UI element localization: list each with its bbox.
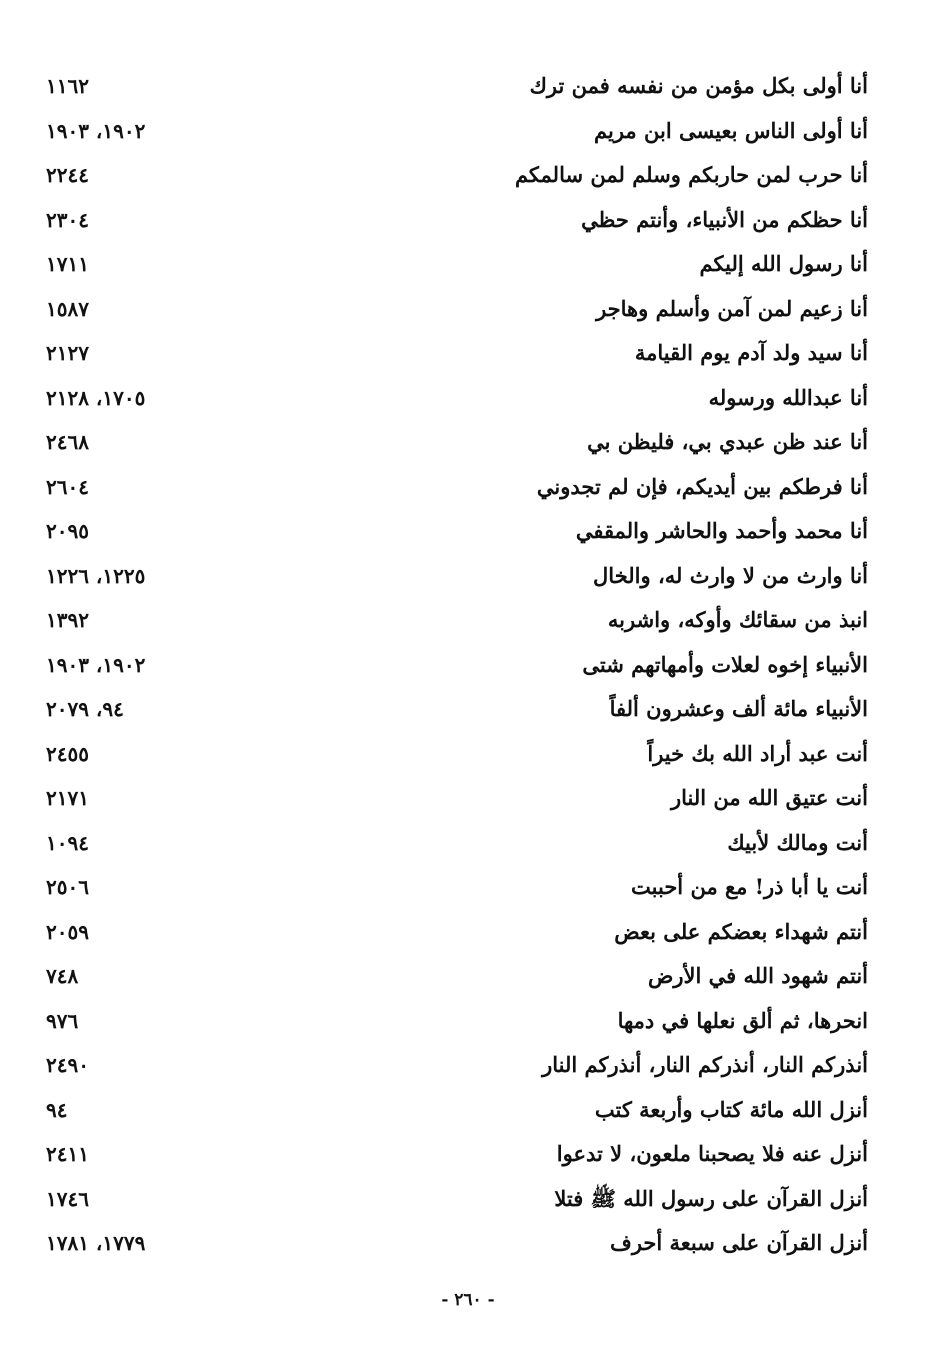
hadith-phrase: أنا فرطكم بين أيديكم، فإن لم تجدوني [536,473,868,499]
index-entry [0,333,936,378]
index-entry [0,1134,936,1179]
index-entry [0,244,936,289]
hadith-phrase: أنزل عنه فلا يصحبنا ملعون، لا تدعوا [556,1141,868,1166]
index-entry [0,734,936,779]
hadith-references: ٢٣٠٤ [46,207,89,232]
hadith-references: ٢٥٠٦ [46,875,89,899]
hadith-phrase: أنتم شهود الله في الأرض [647,963,868,988]
index-list [0,66,936,1268]
hadith-references: ١٧٧٩، ١٧٨١ [46,1231,146,1255]
index-entry [0,66,936,111]
hadith-references: ٢٤٩٠ [46,1053,89,1077]
hadith-phrase: أنا سيد ولد آدم يوم القيامة [634,340,868,365]
hadith-references: ٢٦٠٤ [46,474,89,499]
hadith-phrase: أنا عبدالله ورسوله [708,384,868,410]
hadith-phrase: الأنبياء إخوه لعلات وأمهاتهم شتى [582,651,868,677]
index-entry [0,1223,936,1268]
hadith-phrase: أنا زعيم لمن آمن وأسلم وهاجر [596,295,868,321]
hadith-references: ٢٠٩٥ [46,519,89,543]
index-entry [0,1045,936,1090]
hadith-phrase: أنا وارث من لا وارث له، والخال [593,562,868,588]
hadith-references: ١٩٠٢، ١٩٠٣ [46,652,146,677]
hadith-phrase: أنت عبد أراد الله بك خيراً [647,740,868,766]
hadith-phrase: أنت عتيق الله من النار [670,785,868,810]
hadith-phrase: أنا محمد وأحمد والحاشر والمقفي [575,518,868,543]
index-entry [0,200,936,245]
index-entry [0,378,936,423]
index-entry [0,1179,936,1224]
hadith-references: ١٢٢٥، ١٢٢٦ [46,563,146,588]
hadith-references: ٧٤٨ [46,964,79,988]
hadith-references: ١١٦٢ [46,74,89,98]
hadith-phrase: أنا عند ظن عبدي بي، فليظن بي [587,429,868,454]
hadith-references: ٢٤٦٨ [46,430,89,454]
page-number: - ٢٦٠ - [441,1290,495,1310]
hadith-references: ١٧٤٦ [46,1186,89,1211]
hadith-phrase: انبذ من سقائك وأوكه، واشربه [607,607,868,632]
index-entry [0,778,936,823]
hadith-phrase: أنا حرب لمن حاربكم وسلم لمن سالمكم [514,162,868,187]
hadith-phrase: أنذركم النار، أنذركم النار، أنذركم النار [542,1052,868,1077]
index-entry [0,867,936,912]
index-entry [0,912,936,957]
hadith-references: ٩٤ [46,1097,68,1122]
index-entry [0,645,936,690]
hadith-references: ٩٧٦ [46,1008,79,1033]
hadith-phrase: أنزل القرآن على رسول الله ﷺ فتلا [554,1185,868,1211]
index-entry [0,600,936,645]
hadith-phrase: أنا أولى بكل مؤمن من نفسه فمن ترك [529,73,868,98]
hadith-references: ٢٤٥٥ [46,741,89,766]
hadith-references: ٢٠٥٩ [46,919,89,944]
hadith-phrase: أنا حظكم من الأنبياء، وأنتم حظي [581,206,868,232]
index-entry [0,289,936,334]
index-entry [0,823,936,868]
hadith-references: ٢١٢٧ [46,341,89,365]
index-entry [0,511,936,556]
hadith-references: ١٧١١ [46,252,89,276]
index-entry [0,467,936,512]
hadith-phrase: انحرها، ثم ألق نعلها في دمها [617,1007,868,1033]
hadith-references: ٢٤١١ [46,1142,89,1166]
hadith-references: ١٣٩٢ [46,608,89,632]
index-entry [0,956,936,1001]
hadith-phrase: أنزل الله مائة كتاب وأربعة كتب [594,1096,868,1122]
index-entry [0,556,936,601]
hadith-references: ١٥٨٧ [46,296,89,321]
hadith-phrase: أنزل القرآن على سبعة أحرف [610,1230,868,1255]
hadith-references: ١٩٠٢، ١٩٠٣ [46,118,146,143]
hadith-references: ١٧٠٥، ٢١٢٨ [46,385,146,410]
hadith-references: ١٠٩٤ [46,830,89,855]
index-entry [0,422,936,467]
hadith-phrase: أنت ومالك لأبيك [727,829,868,855]
hadith-phrase: أنت يا أبا ذر! مع من أحببت [631,874,868,899]
hadith-references: ٢١٧١ [46,786,89,810]
index-entry [0,111,936,156]
index-entry [0,155,936,200]
hadith-phrase: أنا أولى الناس بعيسى ابن مريم [594,117,868,143]
hadith-phrase: أنتم شهداء بعضكم على بعض [614,918,868,944]
hadith-references: ٩٤، ٢٠٧٩ [46,697,124,721]
hadith-phrase: أنا رسول الله إليكم [699,251,868,276]
hadith-phrase: الأنبياء مائة ألف وعشرون ألفاً [609,696,868,721]
index-entry [0,1001,936,1046]
index-entry [0,1090,936,1135]
hadith-references: ٢٢٤٤ [46,163,89,187]
index-entry [0,689,936,734]
